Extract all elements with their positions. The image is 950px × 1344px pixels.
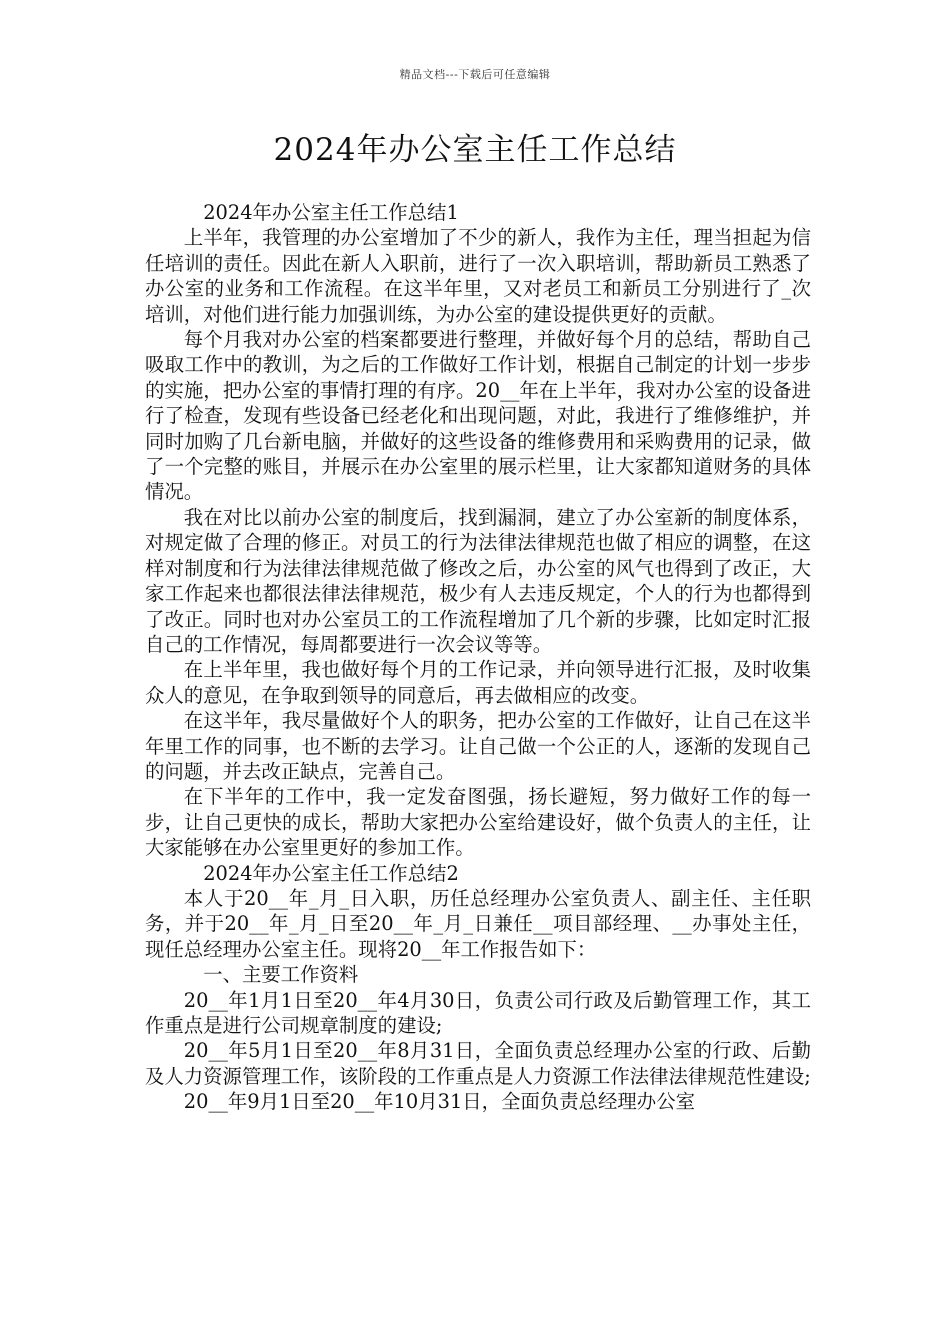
document-title: 2024年办公室主任工作总结 xyxy=(273,132,677,168)
body-paragraph: 上半年，我管理的办公室增加了不少的新人，我作为主任，理当担起为信任培训的责任。因此在新人入职前，进行了一次入职培训，帮助新员工熟悉了办公室的业务和工作流程。在这半年里，又对老员工和新员工分别进行了_次培训，对他们进行能力加强训练，为办公室的建设提供更好的贡献。 xyxy=(145,226,811,326)
body-paragraph: 本人于20__年_月_日入职，历任总经理办公室负责人、副主任、主任职务，并于20__年_月_日至20__年_月_日兼任__项目部经理、__办事处主任，现任总经理办公室主任。现将20__年工作报告如下： xyxy=(145,886,811,961)
subsection-heading: 一、主要工作资料 xyxy=(203,963,359,987)
header-note: 精品文档---下载后可任意编辑 xyxy=(399,68,551,81)
section-heading: 2024年办公室主任工作总结1 xyxy=(203,201,459,224)
body-paragraph: 20__年5月1日至20__年8月31日，全面负责总经理办公室的行政、后勤及人力资源管理工作，该阶段的工作重点是人力资源工作法律法律规范性建设; xyxy=(145,1039,811,1088)
body-paragraph: 20__年1月1日至20__年4月30日，负责公司行政及后勤管理工作，其工作重点是进行公司规章制度的建设; xyxy=(145,988,811,1037)
body-paragraph: 每个月我对办公室的档案都要进行整理，并做好每个月的总结，帮助自己吸取工作中的教训，为之后的工作做好工作计划，根据自己制定的计划一步步的实施，把办公室的事情打理的有序。20__年在上半年，我对办公室的设备进行了检查，发现有些设备已经老化和出现问题，对此，我进行了维修维护，并同时加购了几台新电脑，并做好的这些设备的维修费用和采购费用的记录，做了一个完整的账目，并展示在办公室里的展示栏里，让大家都知道财务的具体情况。 xyxy=(145,328,811,504)
body-paragraph: 我在对比以前办公室的制度后，找到漏洞，建立了办公室新的制度体系，对规定做了合理的修正。对员工的行为法律法律规范也做了相应的调整，在这样对制度和行为法律法律规范做了修改之后，办公室的风气也得到了改正，大家工作起来也都很法律法律规范，极少有人去违反规定，个人的行为也都得到了改正。同时也对办公室员工的工作流程增加了几个新的步骤，比如定时汇报自己的工作情况，每周都要进行一次会议等等。 xyxy=(145,505,811,656)
document-body xyxy=(145,200,811,1115)
body-paragraph: 在下半年的工作中，我一定发奋图强，扬长避短，努力做好工作的每一步，让自己更快的成长，帮助大家把办公室给建设好，做个负责人的主任，让大家能够在办公室里更好的参加工作。 xyxy=(145,785,811,860)
body-paragraph: 20__年9月1日至20__年10月31日，全面负责总经理办公室 xyxy=(183,1090,695,1114)
body-paragraph: 在上半年里，我也做好每个月的工作记录，并向领导进行汇报，及时收集众人的意见，在争取到领导的同意后，再去做相应的改变。 xyxy=(145,658,811,707)
body-paragraph: 在这半年，我尽量做好个人的职务，把办公室的工作做好，让自己在这半年里工作的同事，也不断的去学习。让自己做一个公正的人，逐渐的发现自己的问题，并去改正缺点，完善自己。 xyxy=(145,709,811,783)
section-heading: 2024年办公室主任工作总结2 xyxy=(203,861,459,885)
